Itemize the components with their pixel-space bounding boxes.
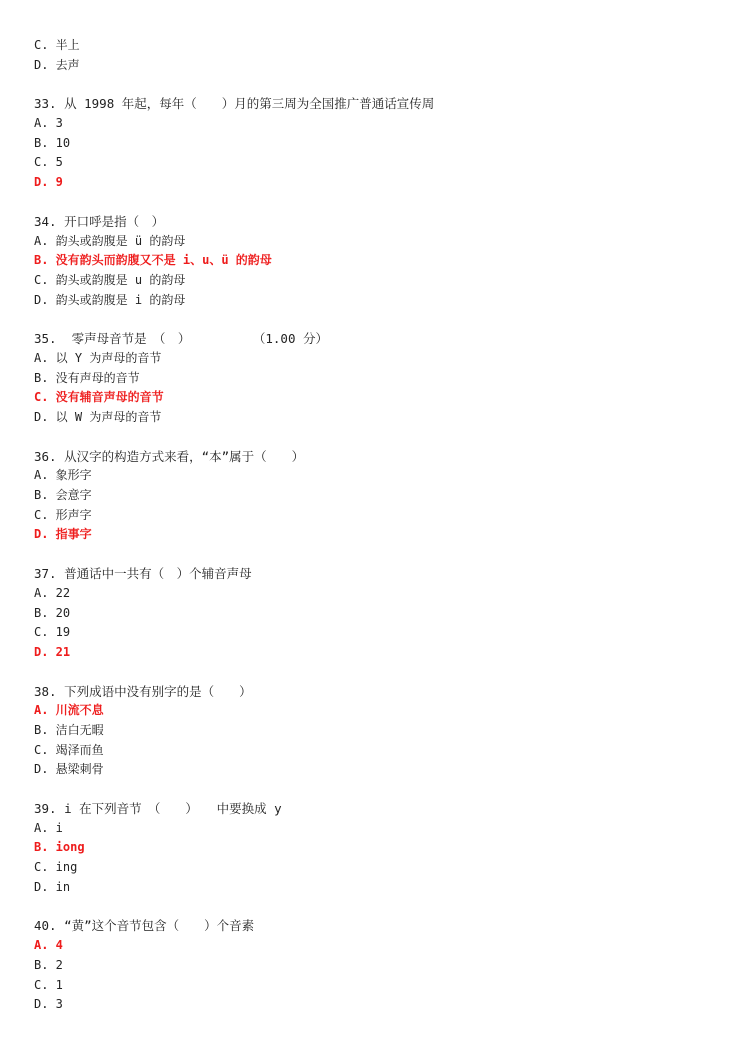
option-c: C. ing bbox=[34, 860, 78, 875]
option-d: D. 悬梁刺骨 bbox=[34, 762, 104, 777]
option-b: B. 会意字 bbox=[34, 488, 92, 503]
option-d-correct: D. 指事字 bbox=[34, 527, 92, 542]
question-35 bbox=[34, 329, 714, 427]
option-c: C. 韵头或韵腹是 u 的韵母 bbox=[34, 272, 186, 287]
question-stem: 38. 下列成语中没有别字的是（ ） bbox=[34, 683, 252, 699]
option-b: B. 没有声母的音节 bbox=[34, 370, 140, 385]
option-a: A. 象形字 bbox=[34, 468, 92, 483]
option-b-correct: B. 没有韵头而韵腹又不是 i、u、ü 的韵母 bbox=[34, 253, 272, 268]
option-c: C. 19 bbox=[34, 625, 71, 640]
question-stem: 40. “黄”这个音节包含（ ）个音素 bbox=[34, 918, 255, 934]
question-stem: 35. 零声母音节是 （ ） （1.00 分） bbox=[34, 331, 329, 347]
option-a: A. 22 bbox=[34, 585, 71, 600]
question-37 bbox=[34, 564, 714, 662]
question-34 bbox=[34, 212, 714, 310]
question-stem: 37. 普通话中一共有（ ）个辅音声母 bbox=[34, 566, 252, 582]
question-39 bbox=[34, 799, 714, 897]
option-a: A. 韵头或韵腹是 ü 的韵母 bbox=[34, 233, 186, 248]
option-b: B. 10 bbox=[34, 135, 71, 150]
option-d: D. in bbox=[34, 879, 71, 894]
option-b: B. 2 bbox=[34, 957, 63, 972]
option-c: C. 5 bbox=[34, 155, 63, 170]
question-stem: 36. 从汉字的构造方式来看，“本”属于（ ） bbox=[34, 448, 305, 464]
option-c: C. 1 bbox=[34, 977, 63, 992]
option-c: C. 形声字 bbox=[34, 507, 92, 522]
question-stem: 33. 从 1998 年起，每年（ ）月的第三周为全国推广普通话宣传周 bbox=[34, 96, 435, 112]
option-b-correct: B. iong bbox=[34, 840, 85, 855]
option-b: B. 20 bbox=[34, 605, 71, 620]
option-d-correct: D. 9 bbox=[34, 175, 63, 190]
question-40 bbox=[34, 916, 714, 1014]
option-a: A. 3 bbox=[34, 116, 63, 131]
document-page bbox=[34, 36, 714, 1015]
option-d: D. 3 bbox=[34, 997, 63, 1012]
option-a: A. 以 Y 为声母的音节 bbox=[34, 350, 162, 365]
question-stem: 39. i 在下列音节 （ ） 中要换成 y bbox=[34, 801, 282, 816]
option-d: D. 韵头或韵腹是 i 的韵母 bbox=[34, 292, 186, 307]
option-a: A. i bbox=[34, 820, 63, 835]
prev-option-d: D. 去声 bbox=[34, 57, 80, 72]
option-a-correct: A. 川流不息 bbox=[34, 703, 104, 718]
option-c: C. 竭泽而鱼 bbox=[34, 742, 104, 757]
prev-option-c: C. 半上 bbox=[34, 38, 80, 52]
option-b: B. 洁白无暇 bbox=[34, 722, 104, 737]
option-c-correct: C. 没有辅音声母的音节 bbox=[34, 390, 164, 405]
option-a-correct: A. 4 bbox=[34, 938, 63, 953]
option-d-correct: D. 21 bbox=[34, 644, 71, 659]
option-d: D. 以 W 为声母的音节 bbox=[34, 410, 162, 424]
question-33 bbox=[34, 94, 714, 192]
question-38 bbox=[34, 682, 714, 780]
question-36 bbox=[34, 447, 714, 545]
question-stem: 34. 开口呼是指（ ） bbox=[34, 213, 165, 229]
